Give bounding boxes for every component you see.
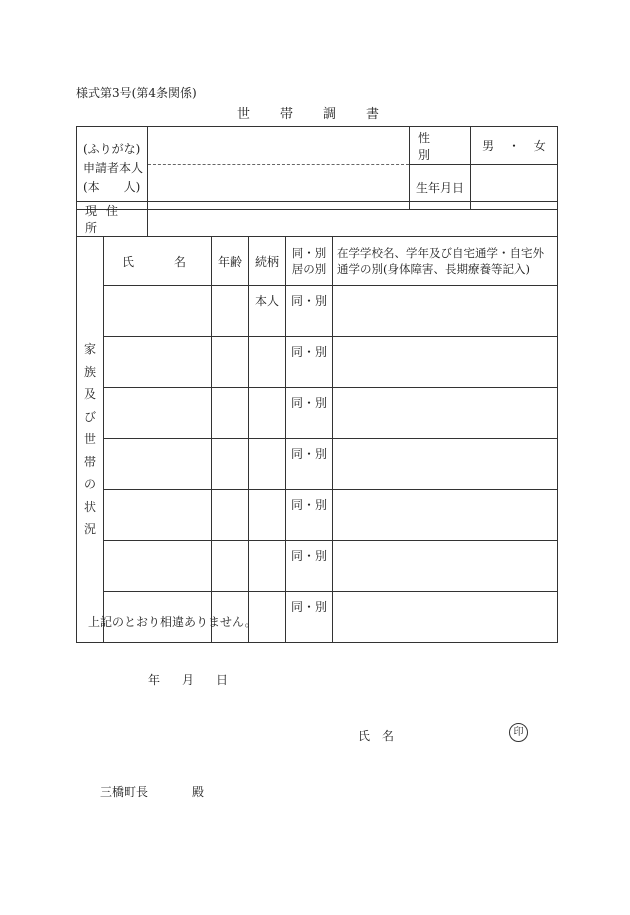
table-row (77, 541, 558, 592)
family-header-row (77, 237, 558, 286)
school-cell[interactable] (333, 490, 558, 541)
furigana-input[interactable] (148, 127, 410, 165)
school-cell[interactable] (333, 286, 558, 337)
addressee (100, 783, 204, 800)
residence-cell[interactable]: 同・別 (286, 337, 333, 388)
applicant-label: 申請者本人 (83, 160, 144, 175)
age-cell[interactable] (212, 541, 249, 592)
relation-cell[interactable] (249, 490, 286, 541)
age-cell[interactable] (212, 490, 249, 541)
school-header-2: 通学の別(身体障害、長期療養等記入) (337, 262, 530, 276)
applicant-table (76, 126, 558, 210)
name-header-2: 名 (174, 254, 187, 269)
side-char: 状 (83, 499, 96, 514)
name-header-1: 氏 (122, 254, 135, 269)
addressee-name: 三橋町長 (100, 785, 149, 799)
table-row (77, 337, 558, 388)
family-table (76, 236, 558, 643)
side-char: の (83, 477, 96, 492)
self-label: (本 人) (83, 179, 141, 194)
relation-cell[interactable]: 本人 (249, 286, 286, 337)
name-cell[interactable] (104, 388, 212, 439)
school-header (333, 237, 558, 286)
school-cell[interactable] (333, 439, 558, 490)
date-line[interactable] (148, 671, 228, 688)
relation-cell[interactable] (249, 541, 286, 592)
age-header: 年齢 (212, 237, 249, 286)
side-char: 帯 (83, 454, 96, 469)
table-row (77, 286, 558, 337)
residence-header-2: 居の別 (291, 262, 327, 276)
address-label: 現住所 (77, 202, 148, 237)
page-title: 世帯調書 (237, 107, 410, 122)
table-row (77, 490, 558, 541)
side-char: 及 (83, 387, 96, 402)
sex-value[interactable]: 男 ・ 女 (471, 127, 558, 165)
side-char: び (83, 409, 96, 424)
day-label: 日 (216, 673, 229, 687)
furigana-label: (ふりがな) (83, 141, 141, 156)
address-input[interactable] (148, 202, 558, 237)
school-cell[interactable] (333, 541, 558, 592)
age-cell[interactable] (212, 286, 249, 337)
age-cell[interactable] (212, 388, 249, 439)
name-cell[interactable] (104, 439, 212, 490)
residence-cell[interactable]: 同・別 (286, 541, 333, 592)
school-cell[interactable] (333, 388, 558, 439)
relation-cell[interactable] (249, 439, 286, 490)
name-header (104, 237, 212, 286)
family-side-label (77, 237, 104, 643)
name-cell[interactable] (104, 337, 212, 388)
side-char: 家 (83, 342, 96, 357)
seal-icon: 印 (509, 723, 528, 742)
age-cell[interactable] (212, 337, 249, 388)
age-cell[interactable] (212, 439, 249, 490)
relation-cell[interactable] (249, 337, 286, 388)
year-label: 年 (148, 673, 161, 687)
applicant-label-cell (77, 127, 148, 210)
table-row (77, 388, 558, 439)
side-char: 況 (83, 522, 96, 537)
form-number: 様式第3号(第4条関係) (76, 86, 197, 100)
school-cell[interactable] (333, 592, 558, 643)
sex-label (410, 127, 471, 165)
side-char: 世 (83, 432, 96, 447)
school-cell[interactable] (333, 337, 558, 388)
name-cell[interactable] (104, 490, 212, 541)
statement-text: 上記のとおり相違ありません。 (88, 615, 257, 629)
school-header-1: 在学学校名、学年及び自宅通学・自宅外 (337, 246, 544, 260)
address-table (76, 201, 558, 237)
month-label: 月 (182, 673, 195, 687)
residence-cell[interactable]: 同・別 (286, 286, 333, 337)
relation-cell[interactable] (249, 388, 286, 439)
name-cell[interactable] (104, 541, 212, 592)
residence-header (286, 237, 333, 286)
name-cell[interactable] (104, 286, 212, 337)
relation-header: 続柄 (249, 237, 286, 286)
residence-cell[interactable]: 同・別 (286, 592, 333, 643)
residence-cell[interactable]: 同・別 (286, 490, 333, 541)
addressee-honorific: 殿 (192, 785, 205, 799)
sex-label-2: 別 (418, 147, 431, 162)
side-char: 族 (83, 364, 96, 379)
table-row (77, 439, 558, 490)
residence-cell[interactable]: 同・別 (286, 388, 333, 439)
birthdate-label: 生年月日 (410, 165, 471, 210)
residence-header-1: 同・別 (291, 246, 327, 260)
signature-label: 氏 名 (358, 729, 395, 743)
sex-label-1: 性 (418, 130, 431, 145)
residence-cell[interactable]: 同・別 (286, 439, 333, 490)
